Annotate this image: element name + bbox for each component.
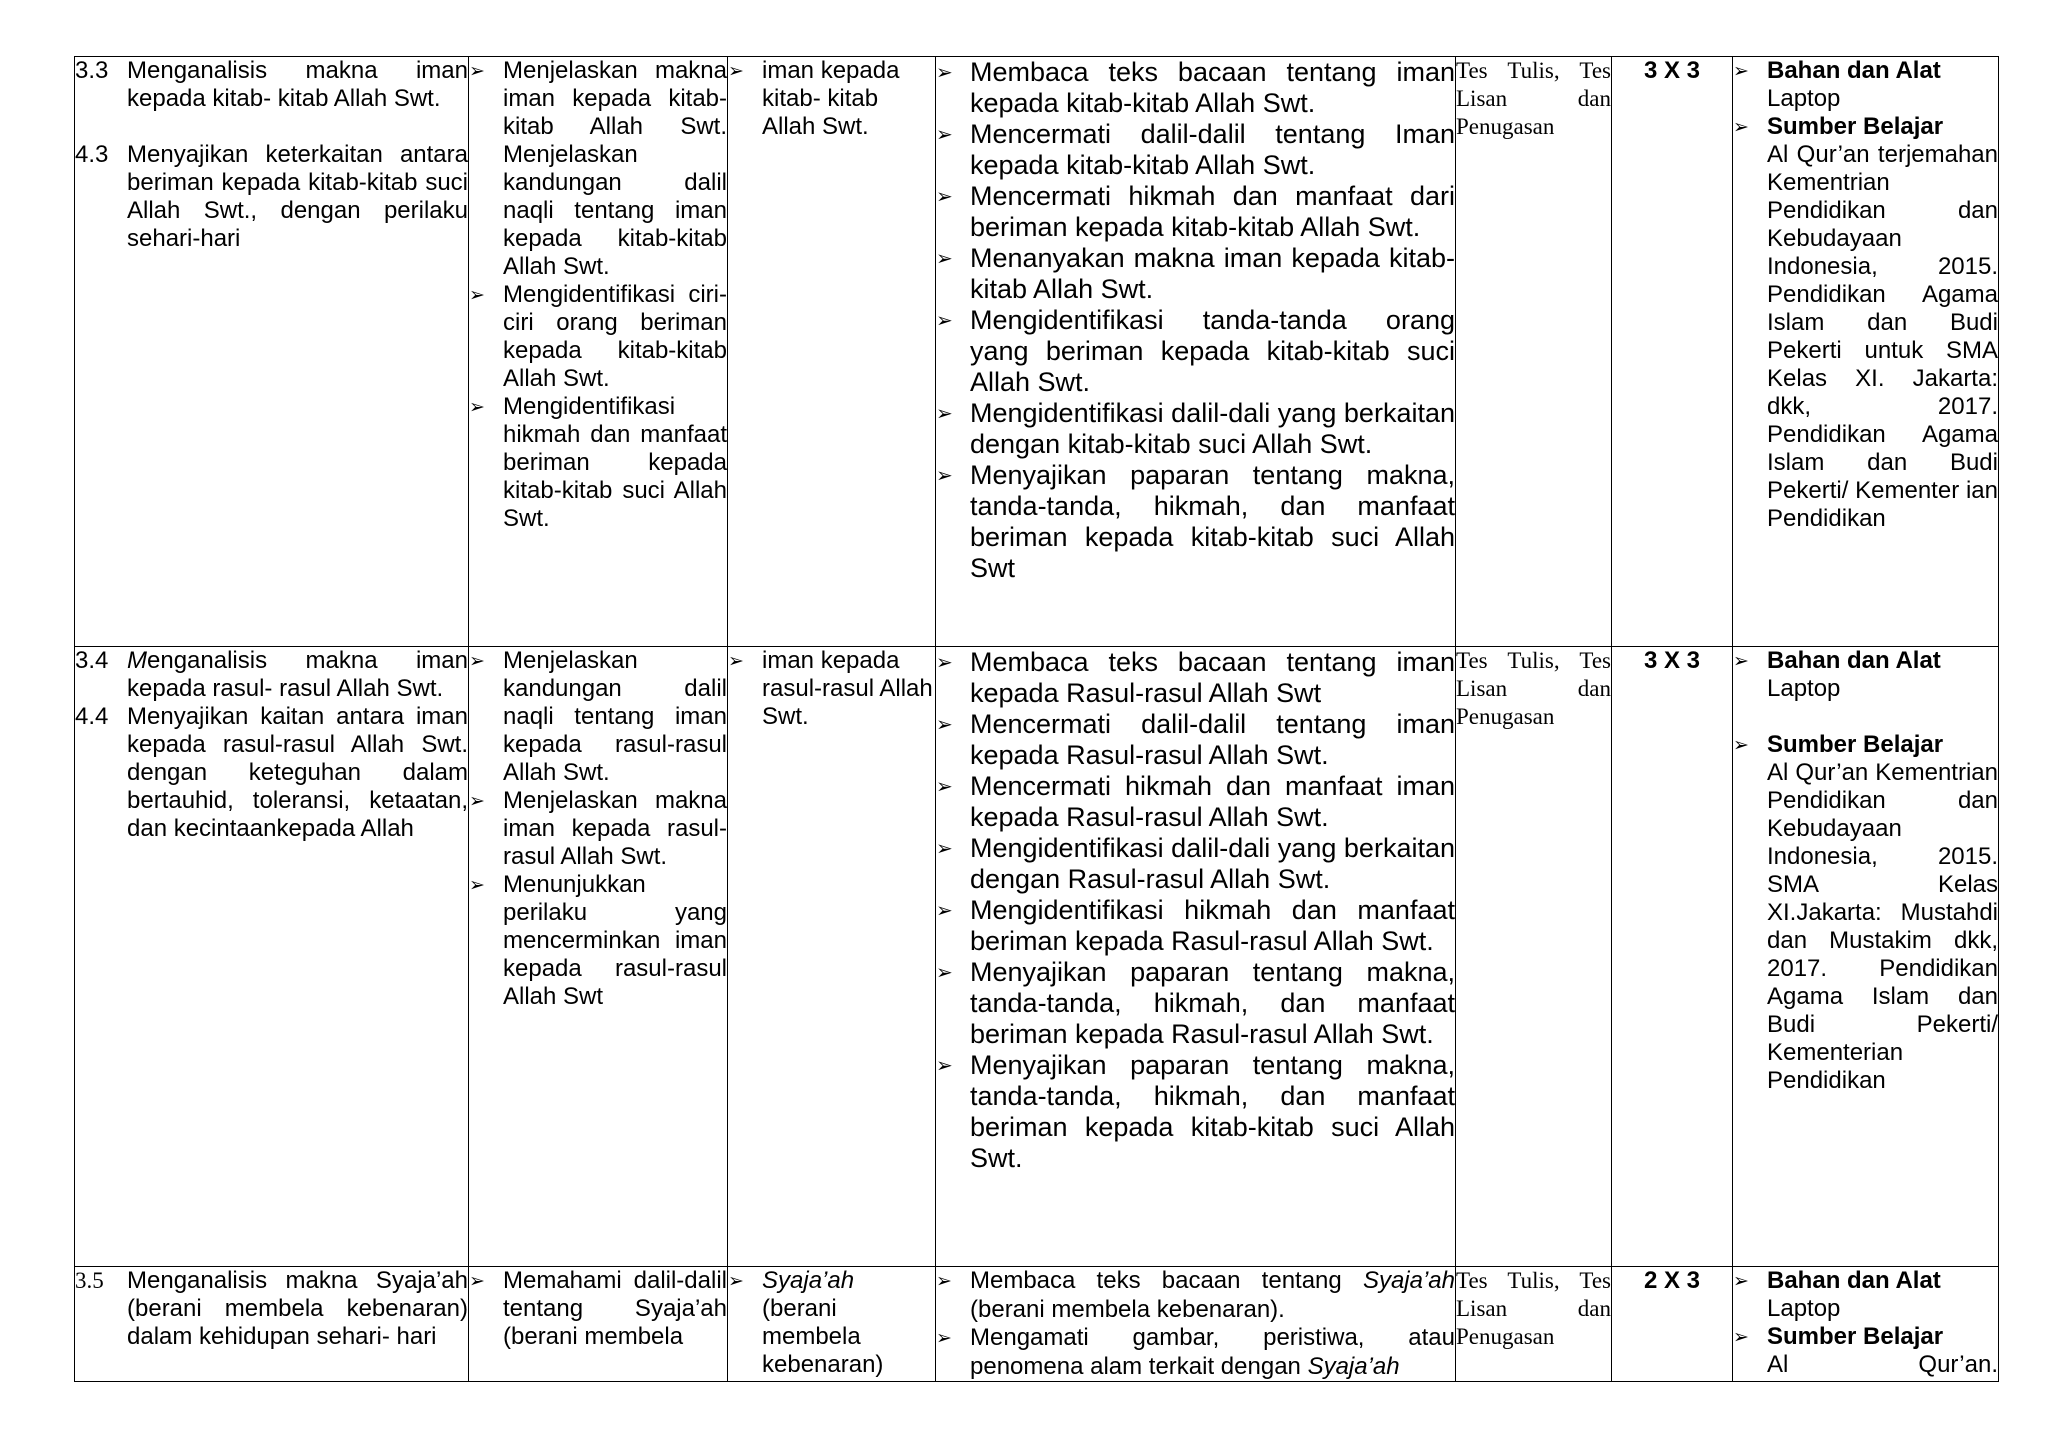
- arrow-bullet-icon: ➢: [1733, 1326, 1749, 1348]
- kegiatan-item: Membaca teks bacaan tentang iman kepada kitab-kitab Allah Swt.: [970, 57, 1455, 118]
- waktu-cell: [1612, 647, 1733, 1267]
- arrow-bullet-icon: ➢: [469, 874, 485, 896]
- arrow-bullet-icon: ➢: [469, 1270, 485, 1292]
- alokasi-waktu: 3 X 3: [1643, 57, 1701, 84]
- kompetensi-dasar-cell: [75, 1267, 469, 1382]
- kd-number: 4.3: [75, 141, 109, 168]
- arrow-bullet-icon: ➢: [1733, 1270, 1749, 1292]
- penilaian-cell: [1456, 57, 1612, 647]
- kd-number: 4.4: [75, 703, 109, 730]
- sumber-belajar-heading: Sumber Belajar: [1767, 1323, 1944, 1350]
- alokasi-waktu: 2 X 3: [1643, 1267, 1701, 1294]
- table-row: [75, 647, 1999, 1267]
- arrow-bullet-icon: ➢: [1733, 734, 1749, 756]
- arrow-bullet-icon: ➢: [936, 463, 953, 487]
- sumber-belajar-heading: Sumber Belajar: [1767, 731, 1944, 758]
- arrow-bullet-icon: ➢: [936, 650, 953, 674]
- kegiatan-item: Mencermati dalil-dalil tentang Iman kepada kitab-kitab Allah Swt.: [970, 119, 1455, 180]
- indikator-item: Menjelaskan makna iman kepada rasul-rasul Allah Swt.: [503, 787, 727, 870]
- indikator-item: Menunjukkan perilaku yang mencerminkan iman kepada rasul-rasul Allah Swt: [503, 871, 727, 1010]
- kompetensi-dasar-cell: [75, 647, 469, 1267]
- kegiatan-item: Menyajikan paparan tentang makna, tanda-tanda, hikmah, dan manfaat beriman kepada kitab-kitab suci Allah Swt: [970, 460, 1455, 583]
- arrow-bullet-icon: ➢: [936, 60, 953, 84]
- arrow-bullet-icon: ➢: [936, 184, 953, 208]
- kegiatan-item: Menyajikan paparan tentang makna, tanda-tanda, hikmah, dan manfaat beriman kepada kitab-kitab suci Allah Swt.: [970, 1050, 1455, 1173]
- kd-text: Menganalisis makna iman kepada rasul- rasul Allah Swt.: [127, 647, 468, 702]
- alokasi-waktu: 3 X 3: [1643, 647, 1701, 674]
- sumber-belajar-text: Al Qur’an Kementrian Pendidikan dan Kebudayaan Indonesia, 2015. SMA Kelas XI.Jakarta: Mustahdi dan Mustakim dkk, 2017. Pendidikan Agama Islam dan Budi Pekerti/ Kementerian Pendidikan: [1767, 759, 1998, 1094]
- materi-cell: [728, 1267, 936, 1382]
- arrow-bullet-icon: ➢: [936, 122, 953, 146]
- penilaian-cell: [1456, 647, 1612, 1267]
- materi-text: Syaja’ah (berani membela kebenaran): [762, 1267, 884, 1378]
- kd-item: [75, 647, 468, 703]
- kegiatan-item: Mencermati dalil-dalil tentang iman kepada Rasul-rasul Allah Swt.: [970, 709, 1455, 770]
- materi-cell: [728, 57, 936, 647]
- kegiatan-item: Membaca teks bacaan tentang Syaja’ah (berani membela kebenaran).: [970, 1267, 1455, 1323]
- arrow-bullet-icon: ➢: [728, 1270, 744, 1292]
- arrow-bullet-icon: ➢: [469, 60, 485, 82]
- arrow-bullet-icon: ➢: [936, 246, 953, 270]
- materi-cell: [728, 647, 936, 1267]
- bahan-alat-heading: Bahan dan Alat: [1767, 1267, 1941, 1294]
- arrow-bullet-icon: ➢: [936, 712, 953, 736]
- indikator-item: Memahami dalil-dalil tentang Syaja’ah (berani membela: [503, 1267, 727, 1350]
- arrow-bullet-icon: ➢: [936, 308, 953, 332]
- arrow-bullet-icon: ➢: [1733, 116, 1749, 138]
- arrow-bullet-icon: ➢: [936, 836, 953, 860]
- kegiatan-item: Mengidentifikasi tanda-tanda orang yang beriman kepada kitab-kitab suci Allah Swt.: [970, 305, 1455, 397]
- kompetensi-dasar-cell: [75, 57, 469, 647]
- indikator-item: Mengidentifikasi hikmah dan manfaat beriman kepada kitab-kitab suci Allah Swt.: [503, 393, 727, 532]
- kd-item: [75, 57, 468, 113]
- kd-text: Menganalisis makna Syaja’ah (berani membela kebenaran) dalam kehidupan sehari- hari: [127, 1267, 468, 1350]
- arrow-bullet-icon: ➢: [936, 898, 953, 922]
- kegiatan-cell: [936, 647, 1456, 1267]
- arrow-bullet-icon: ➢: [469, 284, 485, 306]
- arrow-bullet-icon: ➢: [936, 960, 953, 984]
- kegiatan-cell: [936, 57, 1456, 647]
- penilaian-text: Tes Tulis, Tes Lisan dan Penugasan: [1456, 648, 1611, 729]
- kegiatan-item: Mencermati hikmah dan manfaat dari beriman kepada kitab-kitab Allah Swt.: [970, 181, 1455, 242]
- indikator-cell: [469, 1267, 728, 1382]
- materi-text: iman kepada kitab- kitab Allah Swt.: [762, 57, 900, 140]
- indikator-item: Mengidentifikasi ciri-ciri orang beriman kepada kitab-kitab Allah Swt.: [503, 281, 727, 392]
- indikator-cell: [469, 647, 728, 1267]
- waktu-cell: [1612, 57, 1733, 647]
- sumber-cell: [1733, 647, 1999, 1267]
- bahan-alat-heading: Bahan dan Alat: [1767, 57, 1941, 84]
- penilaian-cell: [1456, 1267, 1612, 1382]
- sumber-belajar-text: Al Qur’an terjemahan Kementrian Pendidikan dan Kebudayaan Indonesia, 2015. Pendidikan Agama Islam dan Budi Pekerti untuk SMA Kelas XI. Jakarta: dkk, 2017. Pendidikan Agama Islam dan Budi Pekerti/ Kementer ian Pendidikan: [1767, 141, 1998, 532]
- sumber-belajar-text: Al Qur’an.: [1767, 1351, 1998, 1378]
- bahan-alat-heading: Bahan dan Alat: [1767, 647, 1941, 674]
- sumber-cell: [1733, 57, 1999, 647]
- syllabus-table: [74, 56, 1999, 1382]
- arrow-bullet-icon: ➢: [728, 650, 744, 672]
- arrow-bullet-icon: ➢: [1733, 650, 1749, 672]
- arrow-bullet-icon: ➢: [936, 401, 953, 425]
- kegiatan-item: Menyajikan paparan tentang makna, tanda-tanda, hikmah, dan manfaat beriman kepada Rasul-rasul Allah Swt.: [970, 957, 1455, 1049]
- arrow-bullet-icon: ➢: [936, 1053, 953, 1077]
- bahan-alat-text: Laptop: [1767, 85, 1841, 112]
- arrow-bullet-icon: ➢: [936, 774, 953, 798]
- kegiatan-item: Membaca teks bacaan tentang iman kepada Rasul-rasul Allah Swt: [970, 647, 1455, 708]
- kegiatan-item: Mengidentifikasi dalil-dali yang berkaitan dengan Rasul-rasul Allah Swt.: [970, 833, 1455, 894]
- arrow-bullet-icon: ➢: [936, 1327, 952, 1349]
- kegiatan-cell: [936, 1267, 1456, 1382]
- arrow-bullet-icon: ➢: [728, 60, 744, 82]
- table-row: [75, 1267, 1999, 1382]
- indikator-item: Menjelaskan kandungan dalil naqli tentang iman kepada rasul-rasul Allah Swt.: [503, 647, 727, 786]
- kegiatan-item: Mengidentifikasi dalil-dali yang berkaitan dengan kitab-kitab suci Allah Swt.: [970, 398, 1455, 459]
- table-row: [75, 57, 1999, 647]
- kd-number: 3.5: [75, 1268, 104, 1293]
- sumber-belajar-heading: Sumber Belajar: [1767, 113, 1944, 140]
- kd-item: [75, 141, 468, 253]
- waktu-cell: [1612, 1267, 1733, 1382]
- indikator-item: Menjelaskan makna iman kepada kitab-kitab Allah Swt. Menjelaskan kandungan dalil naqli tentang iman kepada kitab-kitab Allah Swt.: [503, 57, 727, 280]
- arrow-bullet-icon: ➢: [469, 650, 485, 672]
- penilaian-text: Tes Tulis, Tes Lisan dan Penugasan: [1456, 1268, 1611, 1349]
- kd-item: [75, 1267, 468, 1351]
- arrow-bullet-icon: ➢: [469, 396, 485, 418]
- kd-text: Menganalisis makna iman kepada kitab- kitab Allah Swt.: [127, 57, 468, 112]
- kegiatan-item: Mencermati hikmah dan manfaat iman kepada Rasul-rasul Allah Swt.: [970, 771, 1455, 832]
- materi-text: iman kepada rasul-rasul Allah Swt.: [762, 647, 933, 730]
- kegiatan-item: Menanyakan makna iman kepada kitab- kitab Allah Swt.: [970, 243, 1455, 304]
- kd-number: 3.4: [75, 647, 109, 674]
- indikator-cell: [469, 57, 728, 647]
- arrow-bullet-icon: ➢: [1733, 60, 1749, 82]
- arrow-bullet-icon: ➢: [936, 1270, 952, 1292]
- kd-text: Menyajikan keterkaitan antara beriman kepada kitab-kitab suci Allah Swt., dengan perilaku sehari-hari: [127, 141, 468, 252]
- arrow-bullet-icon: ➢: [469, 790, 485, 812]
- kegiatan-item: Mengamati gambar, peristiwa, atau penomena alam terkait dengan Syaja’ah: [970, 1324, 1455, 1380]
- bahan-alat-text: Laptop: [1767, 1295, 1841, 1322]
- kd-item: [75, 703, 468, 843]
- kd-number: 3.3: [75, 57, 109, 84]
- sumber-cell: [1733, 1267, 1999, 1382]
- penilaian-text: Tes Tulis, Tes Lisan dan Penugasan: [1456, 58, 1611, 139]
- kd-text: Menyajikan kaitan antara iman kepada rasul-rasul Allah Swt. dengan keteguhan dalam bertauhid, toleransi, ketaatan, dan kecintaankepada Allah: [127, 703, 468, 842]
- kegiatan-item: Mengidentifikasi hikmah dan manfaat beriman kepada Rasul-rasul Allah Swt.: [970, 895, 1455, 956]
- bahan-alat-text: Laptop: [1767, 675, 1841, 702]
